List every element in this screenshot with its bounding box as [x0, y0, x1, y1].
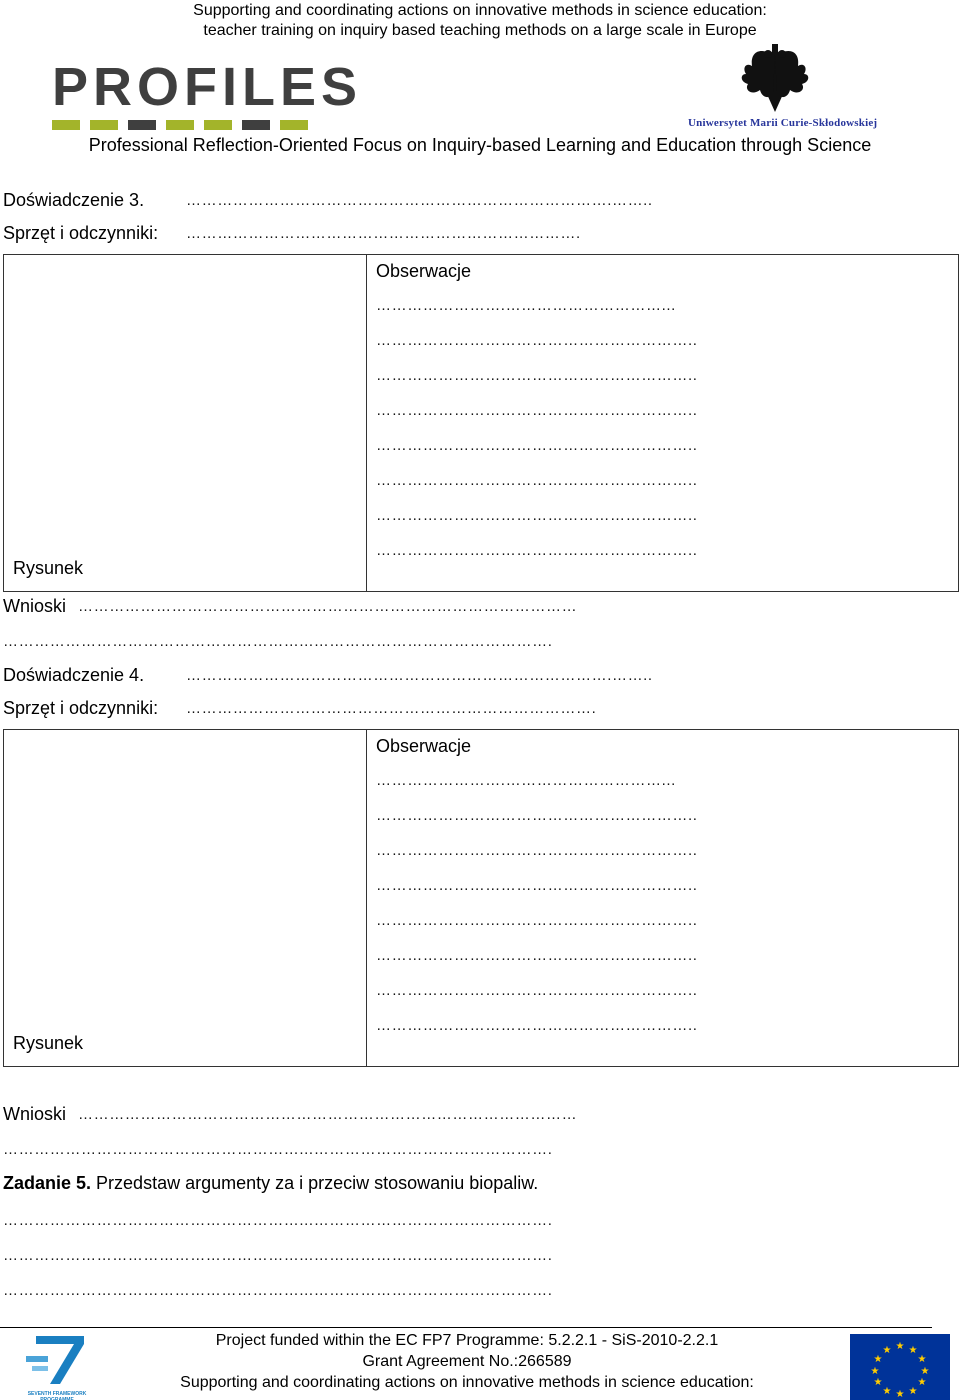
experiment-4-equipment-label: Sprzęt i odczynniki:: [3, 698, 159, 718]
task-5-answer-line[interactable]: …………………………………………………...……………………………………….: [3, 1247, 553, 1264]
svg-text:★: ★: [882, 1386, 892, 1397]
observation-line[interactable]: ……………………………………………………..: [376, 982, 698, 999]
experiment-3-conclusions-line-2[interactable]: …………………………………………………...……………………………………….: [3, 633, 553, 650]
profiles-logo: [52, 57, 363, 132]
observation-line[interactable]: ……………………………………………………..: [376, 842, 698, 859]
svg-text:★: ★: [908, 1386, 918, 1397]
footer-line-2: Grant Agreement No.:266589: [362, 1353, 572, 1370]
svg-text:★: ★: [895, 1389, 905, 1400]
experiment-3-conclusions-label: Wnioski: [3, 596, 67, 616]
observation-line[interactable]: ……………………………………………………..: [376, 367, 698, 384]
university-name: Uniwersytet Marii Curie-Skłodowskiej: [688, 117, 878, 129]
experiment-4-conclusions-line-2[interactable]: …………………………………………………...……………………………………….: [3, 1141, 553, 1158]
experiment-3-title: Doświadczenie 3.: [3, 190, 145, 210]
university-logo: [680, 42, 910, 132]
profiles-subtitle: Professional Reflection-Oriented Focus on Inquiry-based Learning and Education through Science: [88, 135, 872, 155]
experiment-4-title: Doświadczenie 4.: [3, 665, 145, 685]
experiment-3-table: [3, 254, 959, 592]
experiment-4-equipment-dots: …………………………………………………………………….: [186, 700, 597, 717]
footer-line-3: Supporting and coordinating actions on innovative methods in science education:: [180, 1374, 754, 1391]
observation-line[interactable]: ……………………………………………………..: [376, 807, 698, 824]
svg-text:★: ★: [882, 1345, 892, 1356]
drawing-label: Rysunek: [13, 558, 84, 578]
experiment-4-conclusions-dots[interactable]: ……………………………………………………………………………………: [78, 1106, 578, 1123]
eagle-emblem-icon: [680, 42, 910, 116]
seven-framework-icon: [22, 1334, 92, 1386]
fp7-logo-text: SEVENTH FRAMEWORK PROGRAMME: [27, 1391, 87, 1400]
table-divider: [366, 255, 367, 591]
header-line-1: Supporting and coordinating actions on innovative methods in science education:: [193, 2, 767, 19]
observation-line[interactable]: ……………………………………………………..: [376, 877, 698, 894]
observation-line[interactable]: ……………………………………………………..: [376, 947, 698, 964]
svg-text:★: ★: [917, 1377, 927, 1388]
observations-label: Obserwacje: [376, 736, 472, 756]
observation-line[interactable]: ……………………………………………………..: [376, 402, 698, 419]
observation-line[interactable]: ……………………………………………………..: [376, 332, 698, 349]
observation-line[interactable]: …………………….…………………………...: [376, 297, 676, 314]
experiment-4-conclusions-label: Wnioski: [3, 1104, 67, 1124]
observation-line[interactable]: ……………………………………………………..: [376, 437, 698, 454]
eu-flag: [850, 1334, 950, 1400]
svg-text:★: ★: [917, 1354, 927, 1365]
task-5-answer-line[interactable]: …………………………………………………...……………………………………….: [3, 1282, 553, 1299]
experiment-3-title-dots: ……………………………………………………………………….……..: [186, 192, 653, 209]
fp7-logo: [22, 1334, 92, 1400]
table-divider: [366, 730, 367, 1066]
footer-line-1: Project funded within the EC FP7 Programme: 5.2.2.1 - SiS-2010-2.2.1: [215, 1332, 719, 1349]
experiment-3-conclusions-dots[interactable]: ……………………………………………………………………………………: [78, 598, 578, 615]
experiment-4-table: [3, 729, 959, 1067]
task-5-label: Zadanie 5.: [3, 1173, 92, 1193]
eu-stars-icon: [850, 1334, 950, 1400]
experiment-4-title-dots: ……………………………………………………………………….……..: [186, 667, 653, 684]
task-5-text: Przedstaw argumenty za i przeciw stosowaniu biopaliw.: [96, 1173, 539, 1193]
svg-text:★: ★: [920, 1366, 930, 1377]
svg-text:★: ★: [895, 1341, 905, 1352]
experiment-3-equipment-label: Sprzęt i odczynniki:: [3, 223, 159, 243]
footer-rule: [0, 1327, 932, 1328]
task-5-answer-line[interactable]: …………………………………………………...……………………………………….: [3, 1212, 553, 1229]
drawing-label: Rysunek: [13, 1033, 84, 1053]
observation-line[interactable]: ……………………………………………………..: [376, 507, 698, 524]
svg-text:★: ★: [873, 1377, 883, 1388]
experiment-3-equipment-dots: ………………………………………………………………….: [186, 225, 581, 242]
svg-text:★: ★: [908, 1345, 918, 1356]
observations-label: Obserwacje: [376, 261, 472, 281]
observation-line[interactable]: ……………………………………………………..: [376, 542, 698, 559]
observation-line[interactable]: ……………………………………………………..: [376, 1017, 698, 1034]
header-line-2: teacher training on inquiry based teaching methods on a large scale in Europe: [203, 22, 757, 39]
observation-line[interactable]: …………………….…………………………...: [376, 772, 676, 789]
svg-text:★: ★: [870, 1366, 880, 1377]
profiles-logo-text: PROFILES: [52, 57, 363, 117]
profiles-logo-bars: [52, 120, 327, 130]
task-5: [3, 1172, 538, 1194]
observation-line[interactable]: ……………………………………………………..: [376, 912, 698, 929]
observation-line[interactable]: ……………………………………………………..: [376, 472, 698, 489]
svg-text:★: ★: [873, 1354, 883, 1365]
